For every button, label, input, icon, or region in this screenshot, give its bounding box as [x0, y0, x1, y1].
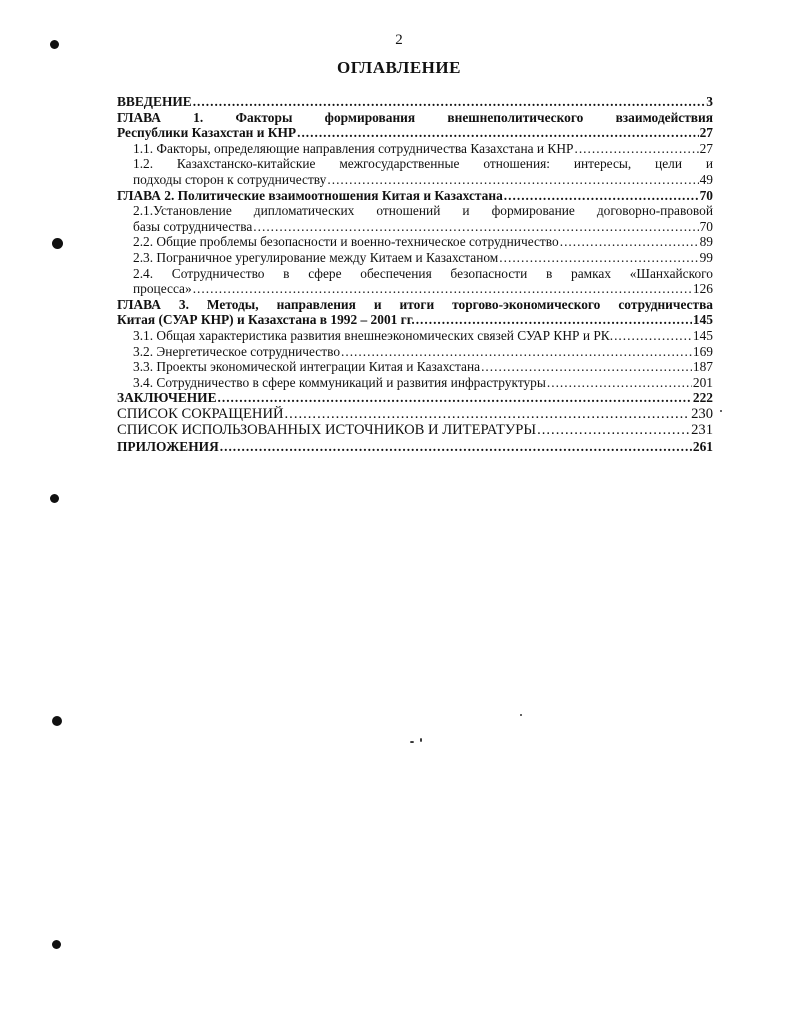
dot-leader — [253, 219, 698, 235]
dot-leader — [218, 390, 692, 406]
dot-leader — [220, 439, 692, 455]
toc-entry-title: Республики Казахстан и КНР — [117, 125, 297, 141]
dot-leader — [547, 375, 692, 391]
toc-entry-title: СПИСОК ИСПОЛЬЗОВАННЫХ ИСТОЧНИКОВ И ЛИТЕРАТУРЫ — [117, 422, 537, 439]
dot-leader — [560, 234, 699, 250]
dot-leader — [193, 94, 706, 110]
toc-entry-s3-3 — [117, 359, 713, 375]
toc-entry-title: подходы сторон к сотрудничеству — [133, 171, 327, 187]
scan-speck — [720, 410, 722, 412]
toc-entry-abbr — [117, 406, 713, 422]
toc-page-number: 222 — [692, 390, 713, 406]
scan-speck — [520, 714, 522, 716]
punch-hole — [52, 238, 63, 249]
toc-page-number: 145 — [692, 327, 713, 343]
toc-entry-text: 2.4. Сотрудничество в сфере обеспечения безопасности в рамках «Шанхайского — [133, 265, 713, 281]
dot-leader — [481, 359, 692, 375]
table-of-contents — [117, 94, 713, 454]
toc-entry-ch1 — [117, 110, 713, 141]
punch-hole — [50, 494, 59, 503]
toc-entry-title: ПРИЛОЖЕНИЯ — [117, 438, 219, 454]
punch-hole — [52, 940, 61, 949]
page-title: ОГЛАВЛЕНИЕ — [337, 58, 461, 77]
dot-leader — [327, 172, 698, 188]
toc-entry-title: Китая (СУАР КНР) и Казахстана в 1992 – 2001 гг. — [117, 312, 415, 328]
dot-leader — [341, 344, 692, 360]
toc-entry-title: ГЛАВА 2. Политические взаимоотношения Китая и Казахстана — [117, 187, 503, 203]
toc-entry-s3-4 — [117, 375, 713, 391]
toc-entry-title: базы сотрудничества — [133, 218, 253, 234]
dot-leader — [193, 281, 692, 297]
toc-page-number: 3 — [706, 94, 713, 109]
page-number: 2 — [395, 32, 403, 48]
punch-hole — [52, 716, 62, 726]
toc-page-number: 70 — [699, 187, 713, 203]
dot-leader — [537, 422, 690, 438]
toc-entry-title: процесса» — [133, 281, 192, 297]
toc-page-number: 89 — [699, 234, 713, 250]
toc-entry-title: ВВЕДЕНИЕ — [117, 94, 192, 109]
toc-entry-text: ГЛАВА 1. Факторы формирования внешнеполитического взаимодействия — [117, 109, 713, 125]
toc-page-number: 231 — [691, 422, 713, 439]
punch-hole — [50, 40, 59, 49]
toc-entry-text: ГЛАВА 3. Методы, направления и итоги торгово-экономического сотрудничества — [117, 296, 713, 312]
toc-entry-ch3 — [117, 297, 713, 328]
dot-leader — [285, 406, 691, 422]
toc-entry-title: 1.1. Факторы, определяющие направления сотрудничества Казахстана и КНР — [133, 140, 574, 156]
toc-page-number: 261 — [692, 438, 713, 454]
dot-leader — [574, 141, 698, 157]
toc-entry-s3-2 — [117, 344, 713, 360]
toc-page-number: 27 — [699, 140, 713, 156]
toc-entry-title: 2.3. Пограничное урегулирование между Китаем и Казахстаном — [133, 249, 499, 265]
toc-entry-s1-2 — [117, 156, 713, 187]
scan-speck — [410, 741, 414, 743]
toc-entry-s2-4 — [117, 266, 713, 297]
toc-entry-title: 3.4. Сотрудничество в сфере коммуникаций и развития инфраструктуры — [133, 374, 546, 390]
toc-entry-s1-1 — [117, 141, 713, 157]
toc-entry-title: ЗАКЛЮЧЕНИЕ — [117, 390, 217, 406]
toc-entry-text: 1.2. Казахстанско-китайские межгосударственные отношения: интересы, цели и — [133, 156, 713, 172]
toc-entry-s2-1 — [117, 203, 713, 234]
toc-entry-s3-1 — [117, 328, 713, 344]
toc-page-number: 126 — [692, 281, 713, 297]
toc-page-number: 230 — [691, 405, 713, 422]
toc-page-number: 169 — [692, 343, 713, 359]
dot-leader — [297, 125, 699, 141]
toc-page-number: 201 — [692, 374, 713, 390]
toc-page-number: 145 — [692, 312, 713, 328]
toc-entry-title: СПИСОК СОКРАЩЕНИЙ — [117, 405, 284, 422]
scan-speck — [420, 738, 422, 742]
toc-page-number: 187 — [692, 359, 713, 375]
toc-page-number: 27 — [699, 125, 713, 141]
toc-page-number: 70 — [699, 218, 713, 234]
toc-entry-appx — [117, 439, 713, 455]
toc-page-number: 99 — [699, 249, 713, 265]
toc-entry-s2-3 — [117, 250, 713, 266]
toc-entry-s2-2 — [117, 234, 713, 250]
dot-leader — [499, 250, 698, 266]
toc-entry-title: 2.2. Общие проблемы безопасности и военно-техническое сотрудничество — [133, 234, 559, 250]
dot-leader — [416, 312, 692, 328]
toc-entry-title: 3.2. Энергетическое сотрудничество — [133, 343, 341, 359]
dot-leader — [504, 188, 699, 204]
toc-page-number: 49 — [699, 171, 713, 187]
toc-entry-refs — [117, 422, 713, 438]
toc-entry-text: 2.1.Установление дипломатических отношений и формирование договорно-правовой — [133, 203, 713, 219]
toc-entry-title: 3.1. Общая характеристика развития внешнеэкономических связей СУАР КНР и РК. — [133, 327, 614, 343]
toc-entry-ch2 — [117, 188, 713, 204]
toc-entry-intro — [117, 94, 713, 110]
dot-leader — [614, 328, 692, 344]
toc-entry-concl — [117, 390, 713, 406]
toc-entry-title: 3.3. Проекты экономической интеграции Китая и Казахстана — [133, 359, 481, 375]
